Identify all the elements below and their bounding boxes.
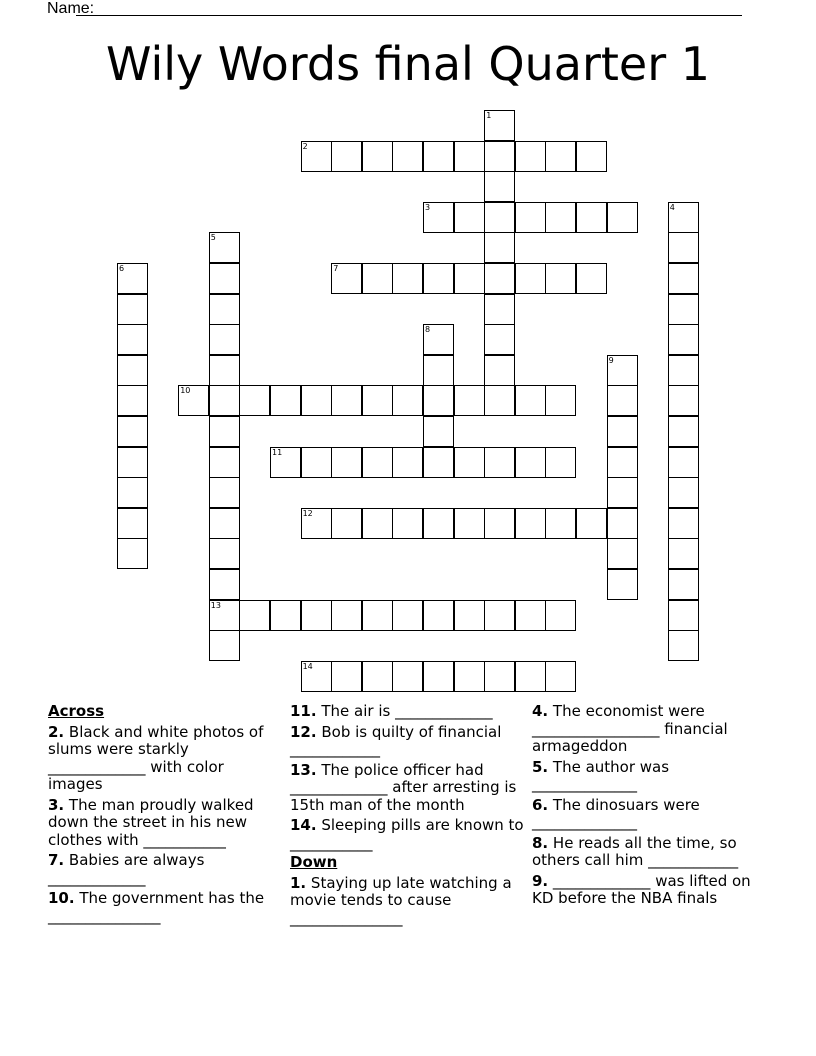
grid-cell[interactable] xyxy=(484,355,515,386)
grid-cell[interactable] xyxy=(545,508,576,539)
grid-cell[interactable] xyxy=(545,202,576,233)
clue xyxy=(532,759,772,794)
clue xyxy=(48,724,270,794)
clue-text-after: financial armageddon xyxy=(532,719,728,755)
clue-text: Black and white photos of slums were starkly xyxy=(48,722,264,758)
grid-cell[interactable] xyxy=(423,447,454,478)
grid-cell[interactable] xyxy=(576,263,607,294)
grid-cell[interactable] xyxy=(454,600,485,631)
grid-cell[interactable] xyxy=(668,600,699,631)
grid-cell[interactable] xyxy=(362,141,393,172)
grid-cell[interactable] xyxy=(668,324,699,355)
answer-blank[interactable]: _____________ xyxy=(290,778,388,796)
grid-cell[interactable] xyxy=(392,141,423,172)
clue-text: The man proudly walked down the street in his new clothes with xyxy=(48,795,254,849)
grid-cell[interactable] xyxy=(484,385,515,416)
grid-cell[interactable] xyxy=(270,385,301,416)
answer-blank[interactable]: ____________ xyxy=(648,851,739,869)
grid-cell[interactable] xyxy=(117,294,148,325)
grid-cell[interactable] xyxy=(362,385,393,416)
answer-blank[interactable]: _____________ xyxy=(552,871,651,890)
clue-number: 13. xyxy=(290,760,317,779)
grid-cell[interactable] xyxy=(668,416,699,447)
grid-cell[interactable] xyxy=(301,385,332,416)
clue-text: The author was xyxy=(552,757,670,776)
clue xyxy=(532,797,772,832)
grid-cell[interactable] xyxy=(484,508,515,539)
clue-text: The police officer had xyxy=(321,760,484,779)
clue-number-label: 11 xyxy=(272,447,283,457)
clue-text: The dinosuars were xyxy=(552,795,700,814)
clue-number: 14. xyxy=(290,816,317,834)
grid-cell[interactable] xyxy=(668,538,699,569)
clue xyxy=(290,703,530,721)
grid-cell[interactable] xyxy=(209,263,240,294)
grid-cell[interactable] xyxy=(209,294,240,325)
answer-blank[interactable]: _______________ xyxy=(290,908,403,927)
grid-cell[interactable] xyxy=(515,661,546,692)
grid-cell[interactable] xyxy=(117,416,148,447)
grid-cell[interactable] xyxy=(668,232,699,263)
clue-text: The government has the xyxy=(79,889,265,907)
grid-cell[interactable] xyxy=(423,600,454,631)
clue-number-label: 5 xyxy=(210,233,216,243)
grid-cell[interactable] xyxy=(423,661,454,692)
clue xyxy=(290,724,530,759)
clue-number: 7. xyxy=(48,851,65,869)
clue xyxy=(290,875,530,928)
clue-text-after: with color images xyxy=(48,757,224,793)
grid-cell[interactable] xyxy=(484,232,515,263)
grid-cell[interactable] xyxy=(331,661,362,692)
grid-cell[interactable] xyxy=(607,538,638,569)
clue-number-label: 4 xyxy=(669,202,675,212)
answer-blank[interactable]: _____________ xyxy=(48,868,146,887)
grid-cell[interactable] xyxy=(423,416,454,447)
grid-cell[interactable] xyxy=(515,141,546,172)
grid-cell[interactable] xyxy=(515,202,546,233)
grid-cell[interactable] xyxy=(209,569,240,600)
answer-blank[interactable]: ______________ xyxy=(532,813,637,831)
grid-cell[interactable] xyxy=(607,202,638,233)
clue-number: 11. xyxy=(290,702,317,720)
clue-number-label: 9 xyxy=(608,355,614,365)
clue-number: 5. xyxy=(532,757,549,776)
grid-cell[interactable] xyxy=(668,355,699,386)
clue xyxy=(532,703,772,756)
grid-cell[interactable] xyxy=(117,477,148,508)
grid-cell[interactable] xyxy=(576,202,607,233)
grid-cell[interactable] xyxy=(515,447,546,478)
grid-cell[interactable] xyxy=(392,661,423,692)
clue-text: The economist were xyxy=(552,702,705,720)
clue-number: 6. xyxy=(532,795,549,814)
grid-cell[interactable] xyxy=(362,447,393,478)
clues-column-middle xyxy=(290,703,530,927)
grid-cell[interactable] xyxy=(484,171,515,202)
grid-cell[interactable] xyxy=(331,447,362,478)
grid-cell[interactable] xyxy=(362,263,393,294)
clue xyxy=(290,762,530,815)
grid-cell[interactable] xyxy=(484,202,515,233)
grid-cell[interactable] xyxy=(117,508,148,539)
grid-cell[interactable] xyxy=(454,447,485,478)
grid-cell[interactable] xyxy=(668,630,699,661)
grid-cell[interactable] xyxy=(117,385,148,416)
grid-cell[interactable] xyxy=(454,263,485,294)
answer-blank[interactable]: ______________ xyxy=(532,775,637,793)
clue-number: 10. xyxy=(48,889,75,907)
grid-cell[interactable] xyxy=(209,630,240,661)
clue-number-label: 8 xyxy=(425,325,431,335)
grid-cell[interactable] xyxy=(423,355,454,386)
clue-number-label: 7 xyxy=(333,264,339,273)
grid-cell[interactable] xyxy=(545,141,576,172)
clue-text: Bob is quilty of financial xyxy=(321,722,502,741)
grid-cell[interactable] xyxy=(423,141,454,172)
grid-cell[interactable] xyxy=(331,385,362,416)
grid-cell[interactable] xyxy=(607,569,638,600)
grid-cell[interactable] xyxy=(392,508,423,539)
clue-number-label: 14 xyxy=(302,661,313,671)
clue-number-label: 10 xyxy=(180,386,191,396)
grid-cell[interactable] xyxy=(362,600,393,631)
answer-blank[interactable]: ___________ xyxy=(290,833,373,852)
grid-cell[interactable] xyxy=(545,447,576,478)
grid-cell[interactable] xyxy=(484,294,515,325)
clue xyxy=(48,890,270,925)
grid-cell[interactable] xyxy=(484,447,515,478)
grid-cell[interactable] xyxy=(209,416,240,447)
grid-cell[interactable] xyxy=(331,508,362,539)
clue-number-label: 3 xyxy=(425,202,431,212)
name-label-text: Name: xyxy=(47,0,95,17)
grid-cell[interactable] xyxy=(668,508,699,539)
grid-cell[interactable] xyxy=(423,385,454,416)
grid-cell[interactable] xyxy=(515,508,546,539)
grid-cell[interactable] xyxy=(331,600,362,631)
clue-number-label: 12 xyxy=(302,508,313,518)
clue-number: 2. xyxy=(48,722,65,741)
grid-cell[interactable] xyxy=(484,600,515,631)
grid-cell[interactable] xyxy=(362,508,393,539)
clue xyxy=(48,852,270,887)
clue-number: 8. xyxy=(532,833,549,852)
answer-blank[interactable]: ___________ xyxy=(143,830,226,849)
page-title: Wily Words final Quarter 1 xyxy=(105,37,711,91)
grid-cell[interactable] xyxy=(239,600,270,631)
grid-cell[interactable] xyxy=(545,385,576,416)
grid-cell[interactable] xyxy=(392,385,423,416)
grid-cell[interactable] xyxy=(607,416,638,447)
clue-text: Sleeping pills are known to xyxy=(321,816,524,834)
grid-cell[interactable] xyxy=(576,141,607,172)
grid-cell[interactable] xyxy=(117,447,148,478)
clue-number-label: 6 xyxy=(119,264,125,273)
grid-cell[interactable] xyxy=(209,477,240,508)
grid-cell[interactable] xyxy=(239,385,270,416)
grid-cell[interactable] xyxy=(545,600,576,631)
clue-number: 1. xyxy=(290,873,307,892)
grid-cell[interactable] xyxy=(484,141,515,172)
down-clues-column xyxy=(532,703,772,908)
grid-cell[interactable] xyxy=(484,263,515,294)
clue-number: 4. xyxy=(532,702,549,720)
clue-text-after: after arresting is 15th man of the month xyxy=(290,778,517,814)
grid-cell[interactable] xyxy=(362,661,393,692)
grid-cell[interactable] xyxy=(209,508,240,539)
grid-cell[interactable] xyxy=(301,447,332,478)
grid-cell[interactable] xyxy=(117,538,148,569)
grid-cell[interactable] xyxy=(301,600,332,631)
clue xyxy=(532,873,772,908)
grid-cell[interactable] xyxy=(668,447,699,478)
clue xyxy=(48,797,270,850)
grid-cell[interactable] xyxy=(545,263,576,294)
grid-cell[interactable] xyxy=(545,661,576,692)
clue-text: Staying up late watching a movie tends to cause xyxy=(290,873,512,909)
clue xyxy=(532,835,772,870)
across-clues-column xyxy=(48,703,270,925)
answer-blank[interactable]: ____________ xyxy=(290,740,380,758)
grid-cell[interactable] xyxy=(209,355,240,386)
answer-blank[interactable]: _____________ xyxy=(48,757,146,776)
clue-text-after: was lifted on KD before the NBA finals xyxy=(532,871,751,907)
answer-blank[interactable]: _____________ xyxy=(395,702,493,720)
grid-cell[interactable] xyxy=(515,263,546,294)
clue-text: Babies are always xyxy=(68,851,205,869)
grid-cell[interactable] xyxy=(484,324,515,355)
grid-cell[interactable] xyxy=(668,569,699,600)
down-heading: Down xyxy=(290,853,338,871)
clue xyxy=(290,817,530,852)
grid-cell[interactable] xyxy=(209,447,240,478)
grid-cell[interactable] xyxy=(607,447,638,478)
grid-cell[interactable] xyxy=(392,263,423,294)
grid-cell[interactable] xyxy=(607,385,638,416)
grid-cell[interactable] xyxy=(117,355,148,386)
grid-cell[interactable] xyxy=(423,263,454,294)
grid-cell[interactable] xyxy=(270,600,301,631)
grid-cell[interactable] xyxy=(423,508,454,539)
grid-cell[interactable] xyxy=(454,385,485,416)
grid-cell[interactable] xyxy=(209,385,240,416)
answer-blank[interactable]: _______________ xyxy=(48,906,161,925)
grid-cell[interactable] xyxy=(607,508,638,539)
clue-text: He reads all the time, so others call him xyxy=(532,833,737,869)
grid-cell[interactable] xyxy=(209,538,240,569)
grid-cell[interactable] xyxy=(454,661,485,692)
clue-number: 3. xyxy=(48,795,65,814)
grid-cell[interactable] xyxy=(668,263,699,294)
clue-number-label: 1 xyxy=(486,111,492,120)
grid-cell[interactable] xyxy=(117,324,148,355)
grid-cell[interactable] xyxy=(454,508,485,539)
clue-text: The air is xyxy=(321,702,391,720)
grid-cell[interactable] xyxy=(515,385,546,416)
grid-cell[interactable] xyxy=(668,294,699,325)
clue-number: 12. xyxy=(290,722,317,741)
grid-cell[interactable] xyxy=(668,477,699,508)
grid-cell[interactable] xyxy=(607,477,638,508)
grid-cell[interactable] xyxy=(209,324,240,355)
grid-cell[interactable] xyxy=(454,202,485,233)
grid-cell[interactable] xyxy=(668,385,699,416)
grid-cell[interactable] xyxy=(331,141,362,172)
answer-blank[interactable]: _________________ xyxy=(532,719,660,738)
grid-cell[interactable] xyxy=(576,508,607,539)
grid-cell[interactable] xyxy=(515,600,546,631)
grid-cell[interactable] xyxy=(392,447,423,478)
grid-cell[interactable] xyxy=(484,661,515,692)
clue-number-label: 13 xyxy=(210,600,221,610)
clue-number: 9. xyxy=(532,871,549,890)
across-heading: Across xyxy=(48,702,105,720)
grid-cell[interactable] xyxy=(454,141,485,172)
grid-cell[interactable] xyxy=(392,600,423,631)
clue-number-label: 2 xyxy=(302,141,308,151)
